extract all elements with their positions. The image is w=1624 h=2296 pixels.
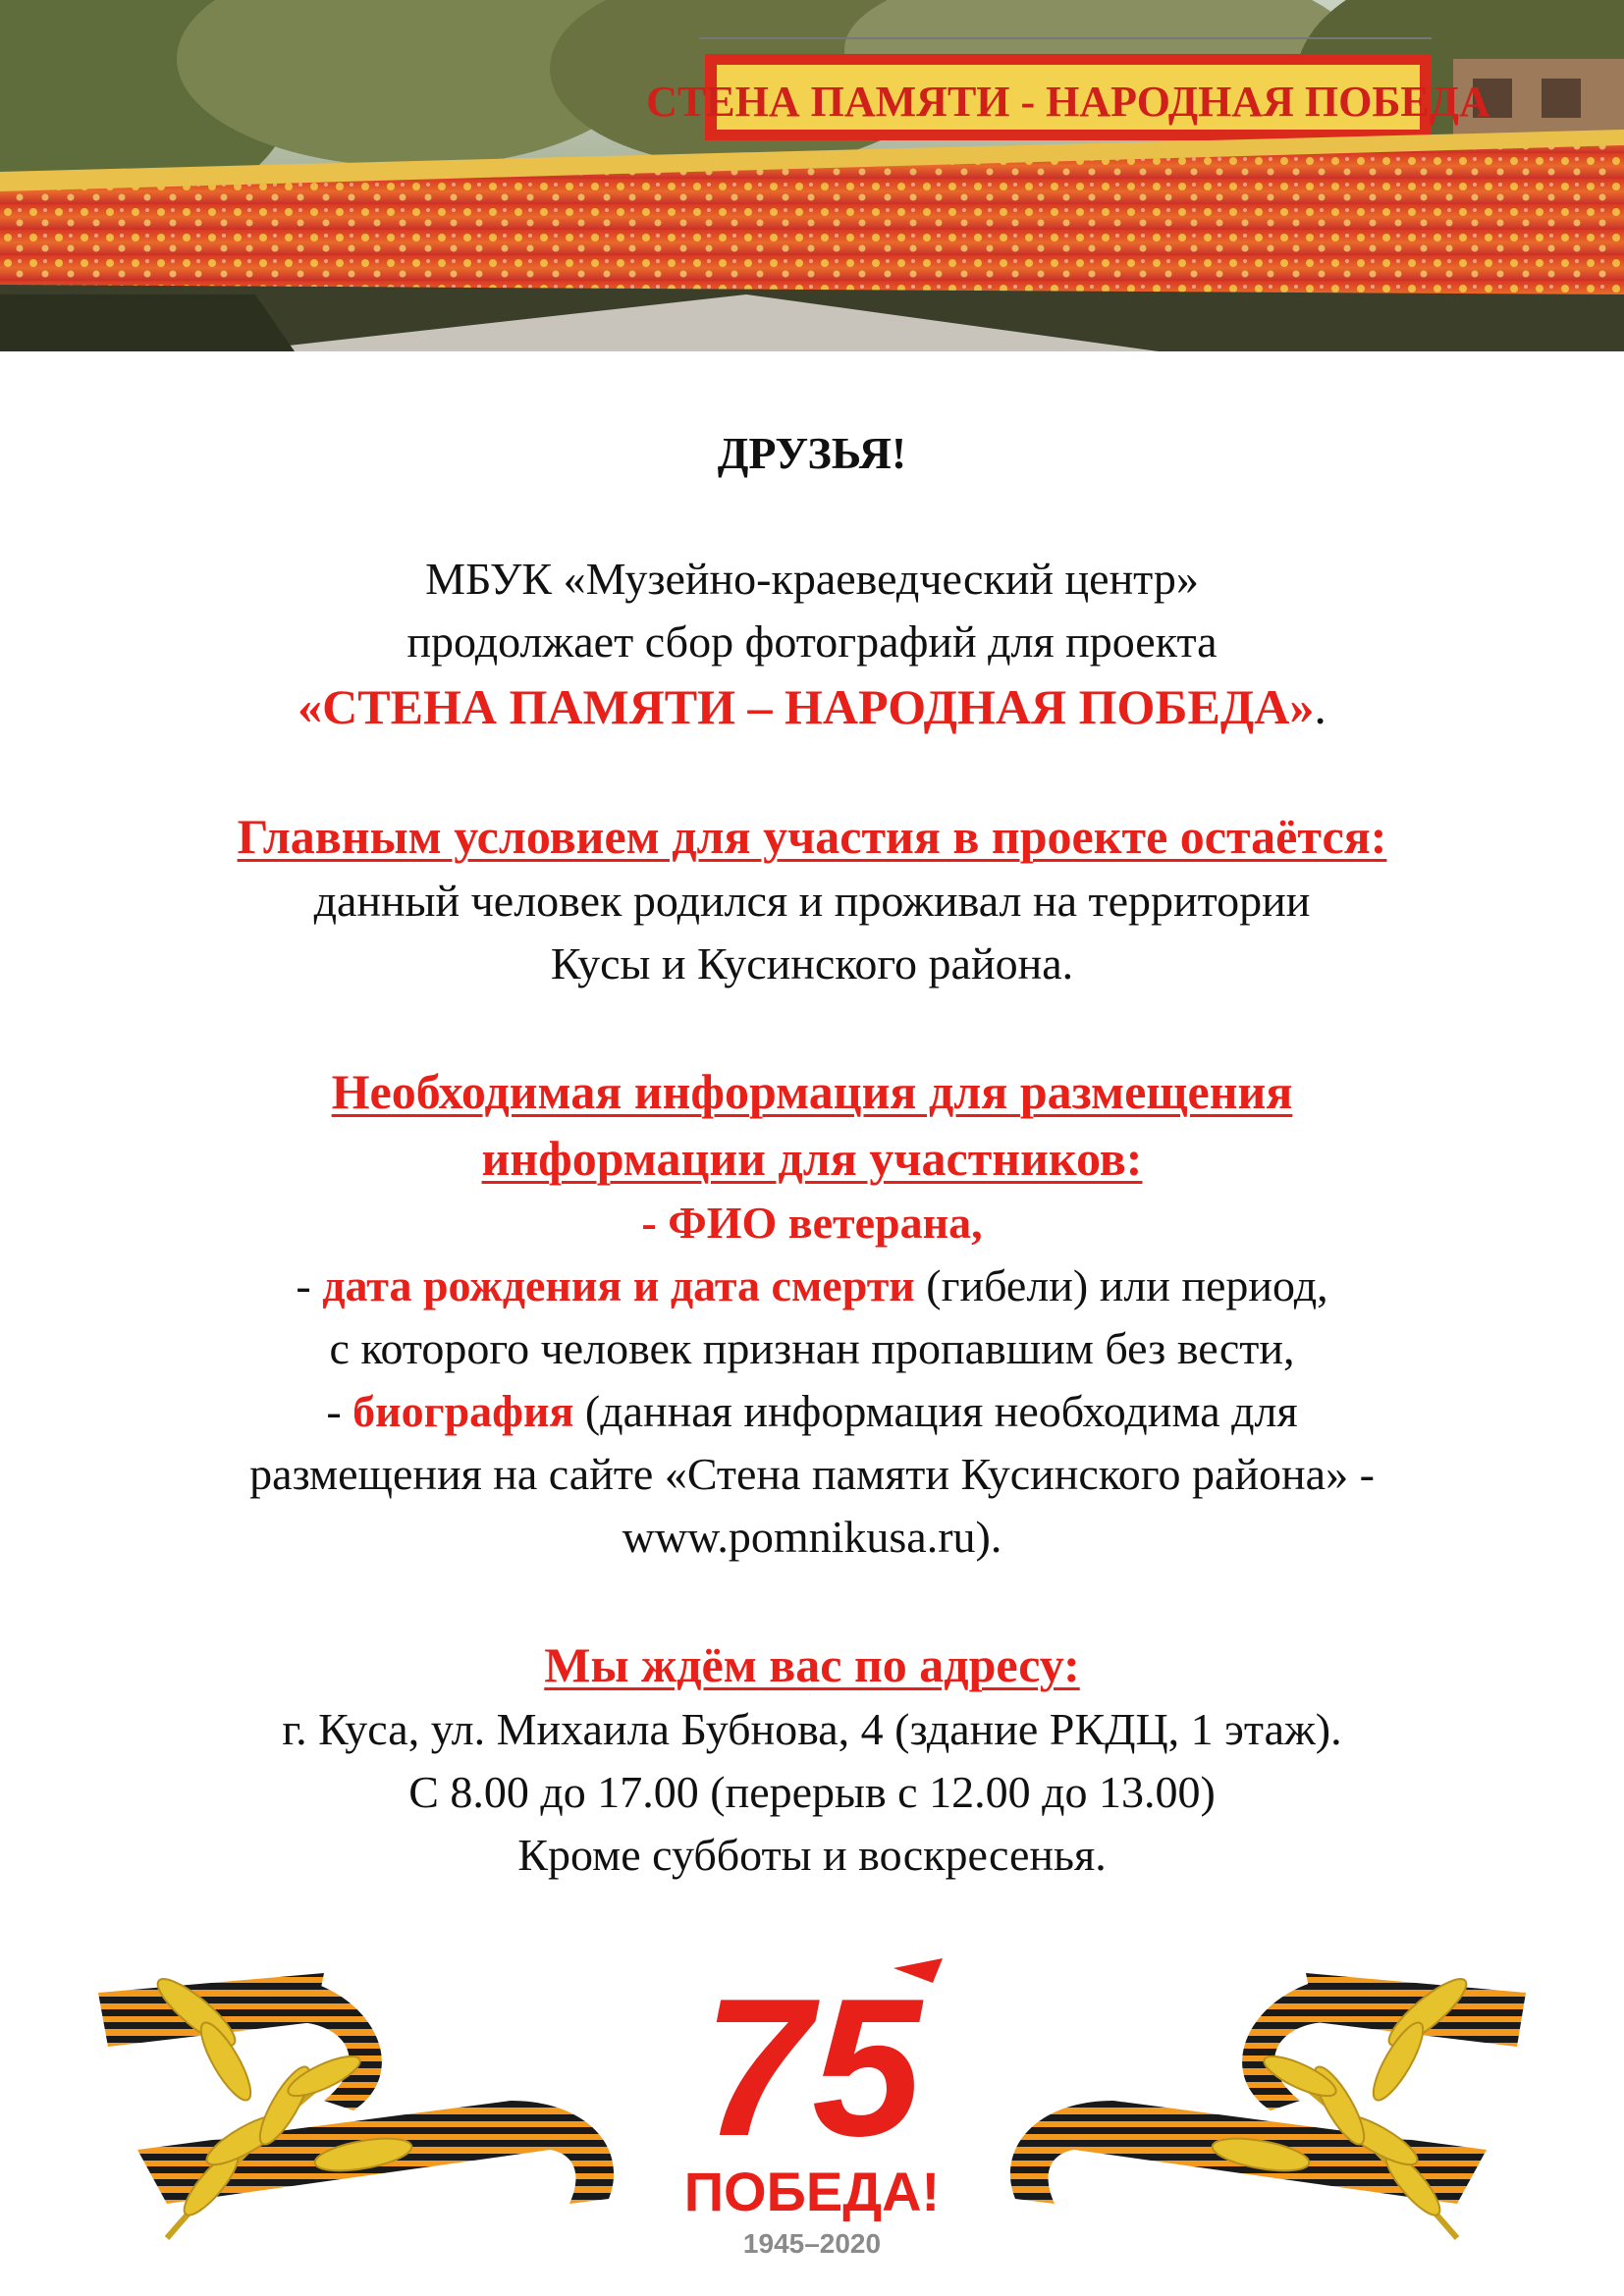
logo-years: 1945–2020 (742, 2228, 882, 2259)
condition-line-2: Кусы и Кусинского района. (550, 938, 1074, 988)
info-item-fio: - ФИО ветерана, (641, 1198, 983, 1248)
intro-line-1: МБУК «Музейно-краеведческий центр» (425, 554, 1199, 604)
address-line-3: Кроме субботы и воскресенья. (517, 1830, 1107, 1880)
intro-line-2: продолжает сбор фотографий для проекта (406, 616, 1218, 667)
address-title: Мы ждём вас по адресу: (544, 1637, 1080, 1692)
info-item-dates-bold: дата рождения и дата смерти (322, 1260, 915, 1310)
banner-sign-text: СТЕНА ПАМЯТИ - НАРОДНАЯ ПОБЕДА (646, 78, 1490, 126)
banner-photo (0, 0, 1624, 351)
victory-75-logo (684, 1958, 943, 2259)
project-suffix: . (1314, 679, 1326, 734)
address-line-1: г. Куса, ул. Михаила Бубнова, 4 (здание РКДЦ, 1 этаж). (282, 1704, 1342, 1754)
info-item-bio-rest: (данная информация необходима для (573, 1386, 1298, 1436)
info-item-dates-prefix: - (296, 1260, 323, 1310)
info-title-1: Необходимая информация для размещения (331, 1064, 1293, 1119)
logo-number: 75 (702, 1958, 922, 2177)
heading: ДРУЗЬЯ! (717, 428, 907, 478)
info-item-bio-prefix: - (326, 1386, 353, 1436)
info-item-dates-rest: (гибели) или период, (914, 1260, 1328, 1310)
info-item-dates (0, 1255, 1624, 1317)
project-name: «СТЕНА ПАМЯТИ – НАРОДНАЯ ПОБЕДА» (298, 679, 1315, 734)
condition-line-1: данный человек родился и проживал на территории (313, 876, 1311, 926)
info-item-bio-bold: биография (352, 1386, 574, 1436)
condition-title: Главным условием для участия в проекте остаётся: (237, 809, 1387, 864)
info-item-bio (0, 1380, 1624, 1443)
footer-decoration (0, 1953, 1624, 2277)
address-line-2: С 8.00 до 17.00 (перерыв с 12.00 до 13.00) (408, 1767, 1216, 1817)
info-item-dates-line-2: с которого человек признан пропавшим без вести, (329, 1323, 1295, 1373)
announcement (0, 422, 1624, 1887)
project-title (0, 673, 1624, 740)
logo-word: ПОБЕДА! (683, 2161, 941, 2222)
info-item-bio-line-2: размещения на сайте «Стена памяти Кусинского района» - (249, 1449, 1375, 1499)
info-item-bio-line-3: www.pomnikusa.ru). (622, 1512, 1002, 1562)
info-title-2: информации для участников: (481, 1131, 1143, 1186)
